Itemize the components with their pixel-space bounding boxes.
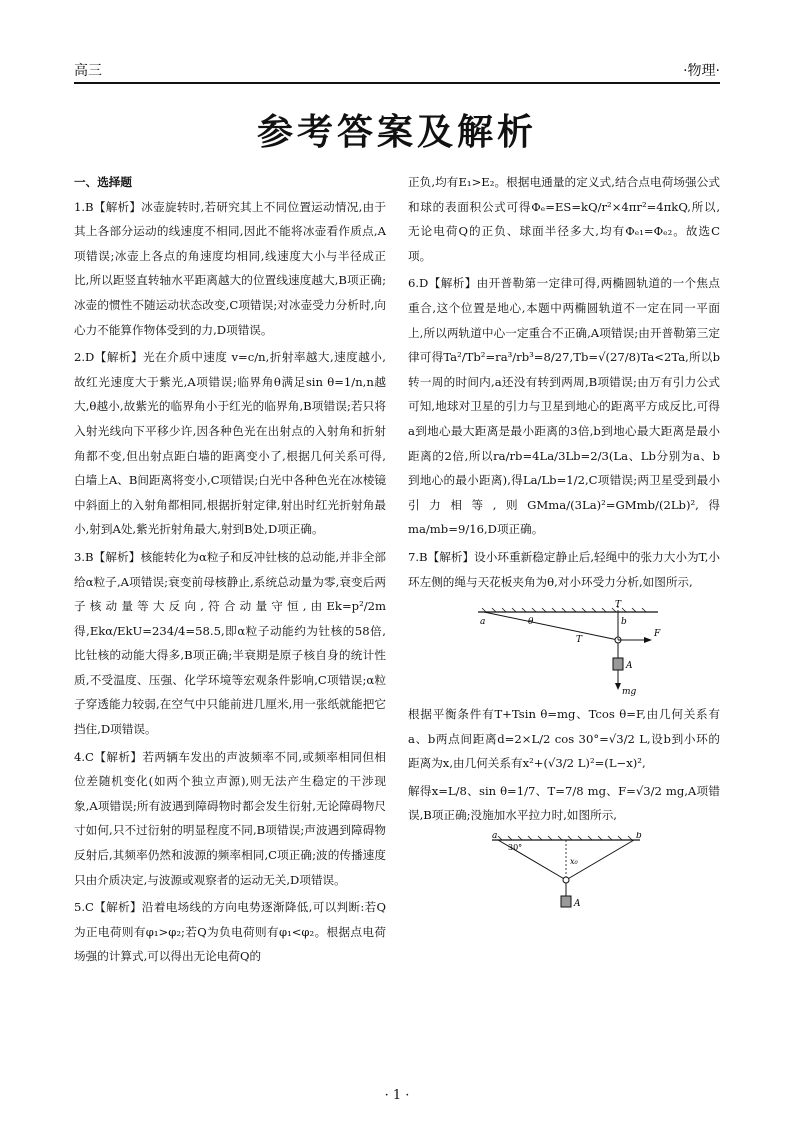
page-header [74, 58, 720, 84]
left-column [74, 170, 386, 972]
fig1-label-T-top: T [615, 600, 622, 611]
force-diagram-1 [408, 598, 720, 698]
answer-1: 1.B【解析】冰壶旋转时,若研究其上不同位置运动情况,由于其上各部分运动的线速度不相同,因此不能将冰壶看作质点,A项错误;冰壶上各点的角速度均相同,线速度大小与半径成正比,所以距竖直转轴水平距离越大的位置线速度越大,B项正确;冰壶的惯性不随运动状态改变,C项错误;对冰壶受力分析时,向心力不能算作物体受到的力,D项错误。 [74, 199, 386, 337]
answer-5: 5.C【解析】沿着电场线的方向电势逐渐降低,可以判断:若Q为正电荷则有φ₁>φ₂;若Q为负电荷则有φ₁<φ₂。根据点电荷场强的计算式,可以得出无论电荷Q的 [74, 900, 386, 964]
section-heading: 一、选择题 [74, 175, 132, 189]
answer-2: 2.D【解析】光在介质中速度 v=c/n,折射率越大,速度越小,故红光速度大于紫光,A项错误;临界角θ满足sin θ=1/n,n越大,θ越小,故紫光的临界角小于红光的临界角,B项错误;若只将入射光线向下平移少许,因各种色光在出射点的入射角和折射角都不变,但出射点距白墙的距离变小了,根据几何关系可得,白墙上A、B间距离将变小,C项错误;白光中各种色光在冰棱镜中斜面上的入射角都相同,根据折射定律,射出时红光折射角最小,射到A处,紫光折射角最大,射到B处,D项正确。 [74, 350, 386, 537]
fig1-label-b: b [621, 617, 627, 628]
fig1-label-T-left: T [576, 635, 583, 646]
answer-3: 3.B【解析】核能转化为α粒子和反冲钍核的总动能,并非全部给α粒子,A项错误;衰变前母核静止,系统总动量为零,衰变后两子核动量等大反向,符合动量守恒,由Ek=p²/2m得,Ekα/EkU=234/4=58.5,即α粒子动能约为钍核的58倍,比钍核的动能大得多,B项正确;半衰期是原子核自身的统计性质,不受温度、压强、化学环境等宏观条件影响,C项错误;α粒子穿透能力较弱,在空气中只能前进几厘米,用一张纸就能把它挡住,D项错误。 [74, 549, 386, 737]
force-diagram-2 [408, 832, 720, 910]
fig2-label-angle: 30° [508, 843, 523, 853]
fig2-label-x0: x₀ [570, 857, 578, 867]
answer-4: 4.C【解析】若两辆车发出的声波频率不同,或频率相同但相位差随机变化(如两个独立声源),则无法产生稳定的干涉现象,A项错误;所有波遇到障碍物时都会发生衍射,无论障碍物尺寸如何,只不过衍射的明显程度不同,B项错误;声波遇到障碍物反射后,其频率仍然和波源的频率相同,C项正确;波的传播速度只由介质决定,与波源或观察者的运动无关,D项错误。 [74, 749, 386, 887]
fig1-label-a: a [480, 617, 486, 628]
fig1-label-F: F [654, 629, 661, 640]
fig1-label-theta: θ [528, 617, 534, 628]
answer-5-cont: 正负,均有E₁>E₂。根据电通量的定义式,结合点电荷场强公式和球的表面积公式可得Φₑ=ES=kQ/r²×4πr²=4πkQ,所以,无论电荷Q的正负、球面半径多大,均有Φₑ₁=Φₑ₂。故选C项。 [408, 175, 720, 263]
grade-label: 高三 [74, 63, 102, 79]
subject-label: ·物理· [683, 63, 720, 79]
fig2-label-A: A [574, 899, 581, 910]
page-title: 参考答案及解析 [256, 112, 537, 153]
answer-7-solution: 解得x=L/8、sin θ=1/7、T=7/8 mg、F=√3/2 mg,A项错误,B项正确;没施加水平拉力时,如图所示, [408, 783, 720, 823]
fig2-label-a: a [492, 832, 498, 842]
fig1-label-mg: mg [622, 687, 637, 698]
answer-6: 6.D【解析】由开普勒第一定律可得,两椭圆轨道的一个焦点重合,这个位置是地心,本题中两椭圆轨道不一定在同一平面上,所以两轨道中心一定重合不正确,A项错误;由开普勒第三定律可得Ta²/Tb²=ra³/rb³=8/27,Tb=√(27/8)Ta<2Ta,所以b转一周的时间内,a还没有转到两周,B项错误;由万有引力公式可知,地球对卫星的引力与卫星到地心的距离平方成反比,可得a到地心最大距离是最小距离的3倍,b到地心最大距离是最小距离的2倍,所以ra/rb=4La/3Lb=2/3(La、Lb分别为a、b到地心的最小距离),得La/Lb=1/2,C项错误;两卫星受到最小引力相等,则GMma/(3La)²=GMmb/(2Lb)²,得ma/mb=9/16,D项正确。 [408, 276, 720, 537]
answer-7-equilibrium: 根据平衡条件有T+Tsin θ=mg、Tcos θ=F,由几何关系有a、b两点间距离d=2×L/2 cos 30°=√3/2 L,设b到小环的距离为x,由几何关系有x²+(√3/2 L)²=(L−x)², [408, 707, 720, 771]
fig1-label-A: A [626, 661, 633, 672]
fig2-label-b: b [636, 832, 642, 842]
answer-7: 7.B【解析】设小环重新稳定静止后,轻绳中的张力大小为T,小环左侧的绳与天花板夹角为θ,对小环受力分析,如图所示, [408, 549, 720, 589]
right-column [408, 170, 720, 914]
page-number: · 1 · [384, 1088, 410, 1103]
